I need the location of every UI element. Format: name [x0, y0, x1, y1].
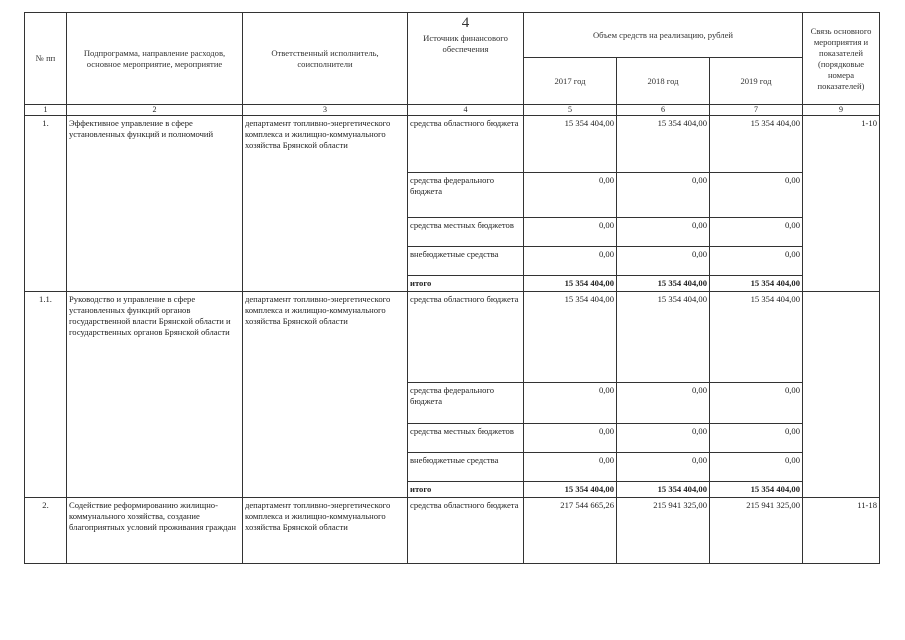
amount-2018: 0,00: [617, 247, 710, 276]
column-number: 3: [243, 105, 408, 116]
table-row: [25, 292, 880, 383]
amount-2019: 15 354 404,00: [710, 116, 803, 173]
indicator-link: 11-18: [803, 498, 880, 564]
total-2019: 15 354 404,00: [710, 482, 803, 498]
column-number: 9: [803, 105, 880, 116]
header-year-2019: 2019 год: [710, 58, 803, 105]
item-name: Руководство и управление в сфере установленных функций органов государственной власти Брянской области и государственных органов Брянской области: [67, 292, 243, 498]
amount-2017: 0,00: [524, 424, 617, 453]
amount-2018: 0,00: [617, 383, 710, 424]
total-2019: 15 354 404,00: [710, 276, 803, 292]
column-number: 1: [25, 105, 67, 116]
funding-table: [24, 12, 880, 564]
header-program: Подпрограмма, направление расходов, основное мероприятие, мероприятие: [67, 13, 243, 105]
item-number: 1.: [25, 116, 67, 292]
amount-2017: 217 544 665,26: [524, 498, 617, 564]
source-cell: средства местных бюджетов: [408, 424, 524, 453]
column-number-row: [25, 105, 880, 116]
column-number: 5: [524, 105, 617, 116]
amount-2019: 0,00: [710, 218, 803, 247]
amount-2017: 0,00: [524, 383, 617, 424]
item-executor: департамент топливно-энергетического комплекса и жилищно-коммунального хозяйства Брянской области: [243, 292, 408, 498]
item-name: Эффективное управление в сфере установленных функций и полномочий: [67, 116, 243, 292]
header-source-mark: 4: [461, 15, 470, 31]
column-number: 2: [67, 105, 243, 116]
table-row: [25, 116, 880, 173]
source-cell: средства местных бюджетов: [408, 218, 524, 247]
table-row: [25, 498, 880, 564]
total-2017: 15 354 404,00: [524, 482, 617, 498]
header-funding: Объем средств на реализацию, рублей: [524, 13, 803, 58]
amount-2018: 0,00: [617, 424, 710, 453]
source-cell: внебюджетные средства: [408, 247, 524, 276]
source-cell: средства областного бюджета: [408, 498, 524, 564]
amount-2017: 15 354 404,00: [524, 116, 617, 173]
source-cell: средства федерального бюджета: [408, 173, 524, 218]
item-number: 2.: [25, 498, 67, 564]
amount-2017: 15 354 404,00: [524, 292, 617, 383]
item-executor: департамент топливно-энергетического комплекса и жилищно-коммунального хозяйства Брянской области: [243, 116, 408, 292]
amount-2019: 0,00: [710, 453, 803, 482]
total-label: итого: [408, 482, 524, 498]
header-source: Источник финансового обеспечения: [423, 33, 508, 54]
amount-2017: 0,00: [524, 173, 617, 218]
header-executor: Ответственный исполнитель, соисполнители: [243, 13, 408, 105]
indicator-link: [803, 292, 880, 498]
source-cell: средства федерального бюджета: [408, 383, 524, 424]
amount-2018: 15 354 404,00: [617, 292, 710, 383]
amount-2019: 215 941 325,00: [710, 498, 803, 564]
total-2018: 15 354 404,00: [617, 276, 710, 292]
column-number: 4: [408, 105, 524, 116]
amount-2018: 0,00: [617, 173, 710, 218]
amount-2018: 15 354 404,00: [617, 116, 710, 173]
source-cell: внебюджетные средства: [408, 453, 524, 482]
item-number: 1.1.: [25, 292, 67, 498]
amount-2017: 0,00: [524, 218, 617, 247]
column-number: 7: [710, 105, 803, 116]
indicator-link: 1-10: [803, 116, 880, 292]
total-2018: 15 354 404,00: [617, 482, 710, 498]
amount-2019: 0,00: [710, 247, 803, 276]
amount-2019: 0,00: [710, 173, 803, 218]
column-number: 6: [617, 105, 710, 116]
header-row: [25, 13, 880, 58]
amount-2019: 0,00: [710, 383, 803, 424]
amount-2018: 0,00: [617, 453, 710, 482]
item-name: Содействие реформированию жилищно-коммунального хозяйства, создание благоприятных условий проживания граждан: [67, 498, 243, 564]
amount-2017: 0,00: [524, 247, 617, 276]
header-year-2018: 2018 год: [617, 58, 710, 105]
total-label: итого: [408, 276, 524, 292]
amount-2018: 0,00: [617, 218, 710, 247]
amount-2018: 215 941 325,00: [617, 498, 710, 564]
amount-2019: 15 354 404,00: [710, 292, 803, 383]
header-link: Связь основного мероприятия и показателей (порядковые номера показателей): [803, 13, 880, 105]
source-cell: средства областного бюджета: [408, 292, 524, 383]
total-2017: 15 354 404,00: [524, 276, 617, 292]
header-num: № пп: [25, 13, 67, 105]
source-cell: средства областного бюджета: [408, 116, 524, 173]
header-source-cell: [408, 13, 524, 105]
amount-2019: 0,00: [710, 424, 803, 453]
item-executor: департамент топливно-энергетического комплекса и жилищно-коммунального хозяйства Брянской области: [243, 498, 408, 564]
amount-2017: 0,00: [524, 453, 617, 482]
header-year-2017: 2017 год: [524, 58, 617, 105]
